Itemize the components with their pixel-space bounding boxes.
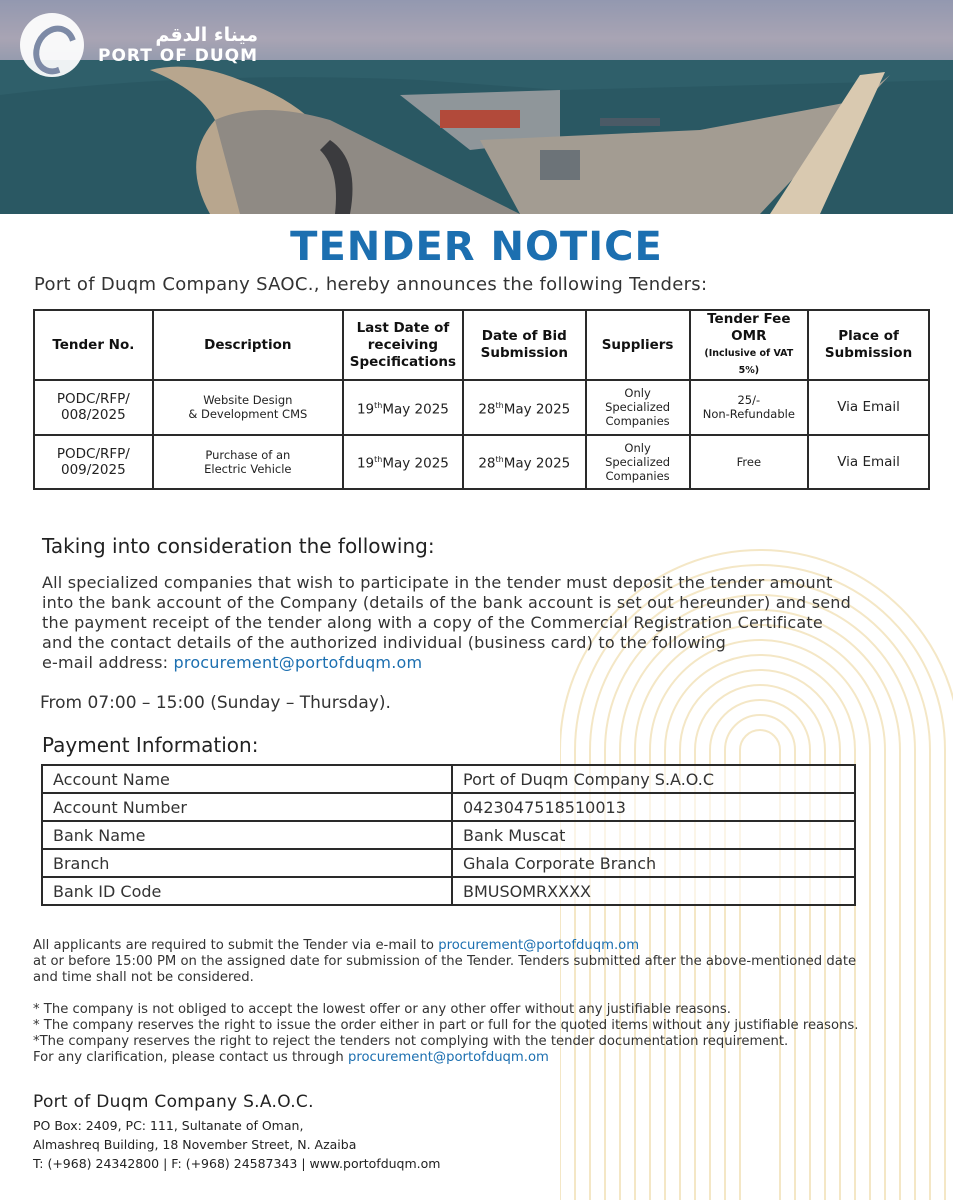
description-line2: & Development CMS	[188, 407, 308, 422]
last-date-day: 19	[356, 455, 375, 472]
cell-tender-no	[34, 380, 153, 435]
header-place-line1: Place of	[838, 328, 899, 344]
bid-date-month-year: May 2025	[503, 455, 571, 472]
suppliers-line2: Specialized	[605, 454, 671, 469]
cell-description	[153, 380, 343, 435]
description-line2: Electric Vehicle	[204, 461, 292, 476]
table-row	[42, 793, 855, 821]
payment-label: Bank Name	[42, 821, 452, 849]
table-row	[34, 435, 929, 490]
conditions-line: into the bank account of the Company (details of the bank account is set out hereunder) and send	[42, 593, 851, 612]
email-prefix: e-mail address:	[42, 653, 174, 672]
cell-tender-fee	[690, 380, 809, 435]
header-tender-fee	[690, 310, 809, 380]
table-row	[42, 849, 855, 877]
address-line: Almashreq Building, 18 November Street, N. Azaiba	[33, 1137, 357, 1152]
terms-note	[33, 1050, 913, 1066]
last-date-day: 19	[356, 401, 375, 417]
cell-bid-date	[463, 435, 586, 490]
header-bid-line1: Date of Bid	[481, 328, 567, 344]
header-bid-date	[463, 310, 586, 380]
logo-emblem-icon	[20, 13, 84, 77]
header-tender-no: Tender No.	[34, 310, 153, 380]
bid-date-suffix: th	[495, 400, 504, 410]
suppliers-line1: Only	[624, 440, 651, 455]
bid-date-suffix: th	[495, 455, 504, 464]
tender-no-line1: PODC/RFP/	[56, 391, 130, 408]
payment-value: Bank Muscat	[452, 821, 855, 849]
fee-line1: Free	[736, 454, 762, 469]
header-fee-line2: OMR	[731, 328, 767, 344]
port-of-duqm-logo	[20, 13, 258, 77]
company-name: Port of Duqm Company S.A.O.C.	[33, 1092, 314, 1112]
conditions-line	[42, 653, 912, 673]
cell-last-date	[343, 435, 463, 490]
terms-note: * The company reserves the right to issue the order either in part or full for the quoted items without any justifiable reasons.	[33, 1018, 859, 1033]
header-last-date-line2: receiving	[367, 336, 439, 353]
conditions-line: the payment receipt of the tender along with a copy of the Commercial Registration Certificate	[42, 613, 823, 632]
suppliers-line2: Specialized	[605, 400, 671, 415]
conditions-paragraph	[42, 573, 912, 673]
cell-place: Via Email	[808, 435, 929, 490]
payment-label: Account Number	[42, 793, 452, 821]
tender-no-line2: 009/2025	[61, 461, 126, 478]
cell-last-date	[343, 380, 463, 435]
payment-value: Port of Duqm Company S.A.O.C	[452, 765, 855, 793]
last-date-month-year: May 2025	[382, 401, 449, 417]
header-place-line2: Submission	[824, 345, 913, 361]
conditions-line: and the contact details of the authorized individual (business card) to the following	[42, 633, 726, 652]
submission-line	[33, 938, 913, 954]
cell-description	[153, 435, 343, 490]
fee-line1: 25/-	[737, 393, 761, 408]
clarification-email-link[interactable]: procurement@portofduqm.om	[347, 1050, 549, 1065]
last-date-month-year: May 2025	[382, 455, 449, 472]
header-suppliers: Suppliers	[586, 310, 690, 380]
conditions-heading: Taking into consideration the following:	[42, 534, 435, 558]
header-last-date-line1: Last Date of	[356, 319, 450, 336]
header-fee-vat-note: (Inclusive of VAT 5%)	[704, 348, 794, 376]
terms-note: *The company reserves the right to reject the tenders not complying with the tender documentation requirement.	[33, 1034, 789, 1049]
header-description: Description	[153, 310, 343, 380]
payment-label: Account Name	[42, 765, 452, 793]
cell-place: Via Email	[808, 380, 929, 435]
payment-value: BMUSOMRXXXX	[452, 877, 855, 905]
tender-no-line1: PODC/RFP/	[56, 445, 130, 462]
submission-note	[33, 938, 913, 986]
header-last-date	[343, 310, 463, 380]
clarification-prefix: For any clarification, please contact us through	[33, 1050, 348, 1065]
payment-table	[41, 764, 856, 906]
submission-line: at or before 15:00 PM on the assigned date for submission of the Tender. Tenders submitted after the above-mentioned date	[33, 954, 857, 969]
header-last-date-line3: Specifications	[349, 353, 457, 370]
contact-line: T: (+968) 24342800 | F: (+968) 24587343 | www.portofduqm.om	[33, 1156, 441, 1171]
port-aerial-photo	[0, 0, 953, 214]
header-place	[808, 310, 929, 380]
terms-notes	[33, 1002, 913, 1066]
cell-tender-no	[34, 435, 153, 490]
page-title: TENDER NOTICE	[290, 224, 663, 270]
last-date-suffix: th	[374, 400, 383, 410]
bid-date-day: 28	[478, 455, 496, 472]
table-row	[42, 765, 855, 793]
cell-tender-fee	[690, 435, 809, 490]
payment-label: Bank ID Code	[42, 877, 452, 905]
table-row	[42, 821, 855, 849]
description-line1: Website Design	[203, 393, 293, 408]
cell-suppliers	[586, 380, 690, 435]
tender-header-row	[34, 310, 929, 380]
logo-english-text: PORT OF DUQM	[98, 46, 259, 66]
suppliers-line3: Companies	[605, 414, 670, 429]
payment-value: Ghala Corporate Branch	[452, 849, 855, 877]
header-fee-line1: Tender Fee	[707, 311, 791, 327]
submission-prefix: All applicants are required to submit the Tender via e-mail to	[33, 938, 439, 953]
payment-label: Branch	[42, 849, 452, 877]
last-date-suffix: th	[374, 455, 383, 464]
tender-table	[33, 309, 930, 490]
bid-date-day: 28	[478, 401, 496, 417]
description-line1: Purchase of an	[205, 447, 291, 462]
intro-text: Port of Duqm Company SAOC., hereby announces the following Tenders:	[34, 274, 708, 295]
fee-line2: Non-Refundable	[702, 407, 795, 422]
suppliers-line3: Companies	[605, 468, 670, 483]
address-line: PO Box: 2409, PC: 111, Sultanate of Oman,	[33, 1118, 304, 1133]
conditions-line: All specialized companies that wish to participate in the tender must deposit the tender amount	[42, 573, 833, 592]
terms-note: * The company is not obliged to accept the lowest offer or any other offer without any justifiable reasons.	[33, 1002, 731, 1017]
submission-line: and time shall not be considered.	[33, 970, 254, 985]
payment-value: 0423047518510013	[452, 793, 855, 821]
suppliers-line1: Only	[624, 386, 651, 401]
working-hours: From 07:00 – 15:00 (Sunday – Thursday).	[40, 693, 391, 713]
cell-suppliers	[586, 435, 690, 490]
submission-email-link[interactable]: procurement@portofduqm.om	[438, 938, 640, 953]
logo-arabic-text: ميناء الدقم	[155, 24, 259, 46]
table-row	[42, 877, 855, 905]
tender-no-line2: 008/2025	[61, 407, 126, 424]
payment-heading: Payment Information:	[42, 733, 259, 757]
cell-bid-date	[463, 380, 586, 435]
table-row	[34, 380, 929, 435]
bid-date-month-year: May 2025	[503, 401, 571, 417]
procurement-email-link[interactable]: procurement@portofduqm.om	[173, 653, 423, 672]
header-bid-line2: Submission	[480, 345, 568, 361]
